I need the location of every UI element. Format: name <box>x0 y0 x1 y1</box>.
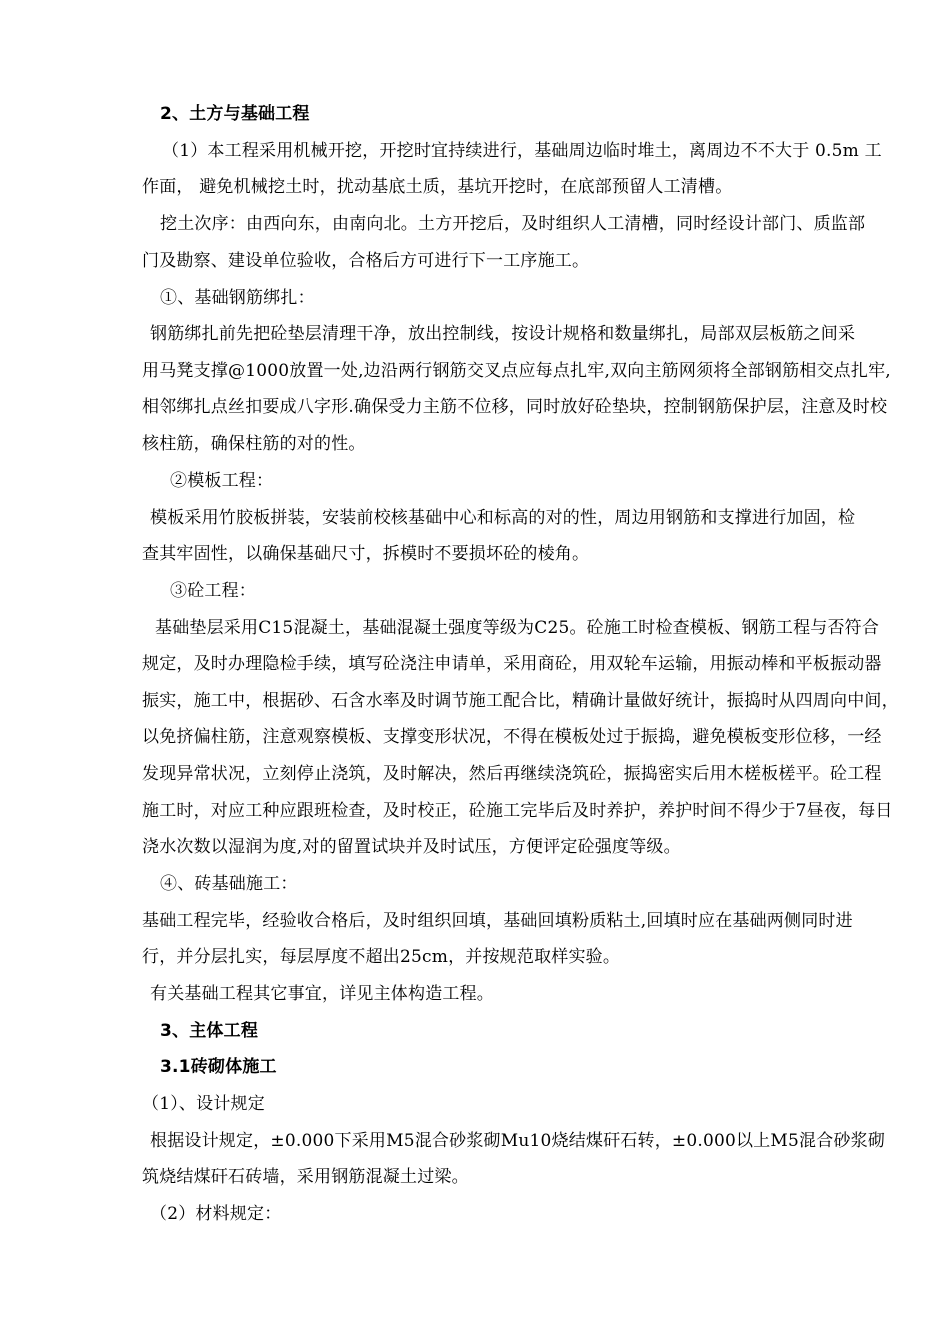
section-2-heading: 2、土方与基础工程 <box>160 104 310 124</box>
paragraph-5-line-2: 规定，及时办理隐检手续，填写砼浇注申请单，采用商砼，用双轮车运输，用振动棒和平板振动器 <box>142 654 882 674</box>
paragraph-1-line-1: （1）本工程采用机械开挖，开挖时宜持续进行，基础周边临时堆土，离周边不不大于 0.5m 工 <box>162 141 882 161</box>
paragraph-5-line-1: 基础垫层采用C15混凝土，基础混凝土强度等级为C25。砼施工时检查模板、钢筋工程与否符合 <box>155 618 880 638</box>
section-3-1-heading: 3.1砖砌体施工 <box>160 1057 277 1077</box>
paragraph-1-line-2: 作面， 避免机械挖土时，扰动基底土质，基坑开挖时，在底部预留人工清槽。 <box>142 177 733 197</box>
subheading-concrete: ③砼工程： <box>170 581 256 601</box>
subheading-brick-foundation: ④、砖基础施工： <box>160 874 298 894</box>
subheading-rebar: ①、基础钢筋绑扎： <box>160 288 315 308</box>
paragraph-3-line-1: 钢筋绑扎前先把砼垫层清理干净，放出控制线，按设计规格和数量绑扎，局部双层板筋之间采 <box>150 324 856 344</box>
section-3-heading: 3、主体工程 <box>160 1021 259 1041</box>
paragraph-7-line-1: 有关基础工程其它事宜，详见主体构造工程。 <box>150 984 494 1004</box>
paragraph-3-line-3: 相邻绑扎点丝扣要成八字形.确保受力主筋不位移，同时放好砼垫块，控制钢筋保护层，注意及时校 <box>142 397 888 417</box>
paragraph-6-line-2: 行，并分层扎实，每层厚度不超出25cm，并按规范取样实验。 <box>142 947 621 967</box>
paragraph-8-line-1: 根据设计规定，±0.000下采用M5混合砂浆砌Mu10烧结煤矸石转，±0.000以上M5混合砂浆砌 <box>150 1131 886 1151</box>
paragraph-5-line-3: 振实，施工中，根据砂、石含水率及时调节施工配合比，精确计量做好统计，振捣时从四周向中间， <box>142 691 899 711</box>
paragraph-4-line-1: 模板采用竹胶板拼装，安装前校核基础中心和标高的对的性，周边用钢筋和支撑进行加固，检 <box>150 508 856 528</box>
paragraph-5-line-4: 以免挤偏柱筋，注意观察模板、支撑变形状况，不得在模板处过于振捣，避免模板变形位移，一经 <box>142 727 882 747</box>
paragraph-6-line-1: 基础工程完毕，经验收合格后，及时组织回填，基础回填粉质粘土,回填时应在基础两侧同时进 <box>142 911 853 931</box>
paragraph-3-line-4: 核柱筋，确保柱筋的对的性。 <box>142 434 366 454</box>
paragraph-3-line-2: 用马凳支撑@1000放置一处,边沿两行钢筋交叉点应每点扎牢,双向主筋网须将全部钢筋相交点扎牢, <box>142 361 891 381</box>
paragraph-4-line-2: 查其牢固性，以确保基础尺寸，拆模时不要损坏砼的棱角。 <box>142 544 590 564</box>
paragraph-5-line-7: 浇水次数以湿润为度,对的留置试块并及时试压，方便评定砼强度等级。 <box>142 837 681 857</box>
paragraph-5-line-6: 施工时，对应工种应跟班检查，及时校正，砼施工完毕后及时养护，养护时间不得少于7昼夜，每日 <box>142 801 893 821</box>
subheading-design-rules: （1）、设计规定 <box>142 1094 265 1114</box>
subheading-formwork: ②模板工程： <box>170 471 274 491</box>
paragraph-8-line-2: 筑烧结煤矸石砖墙，采用钢筋混凝土过梁。 <box>142 1167 469 1187</box>
paragraph-2-line-2: 门及勘察、建设单位验收，合格后方可进行下一工序施工。 <box>142 251 590 271</box>
paragraph-5-line-5: 发现异常状况，立刻停止浇筑，及时解决，然后再继续浇筑砼，振捣密实后用木槎板槎平。砼工程 <box>142 764 882 784</box>
paragraph-2-line-1: 挖土次序：由西向东，由南向北。土方开挖后，及时组织人工清槽，同时经设计部门、质监部 <box>160 214 866 234</box>
subheading-material-rules: （2）材料规定： <box>150 1204 282 1224</box>
